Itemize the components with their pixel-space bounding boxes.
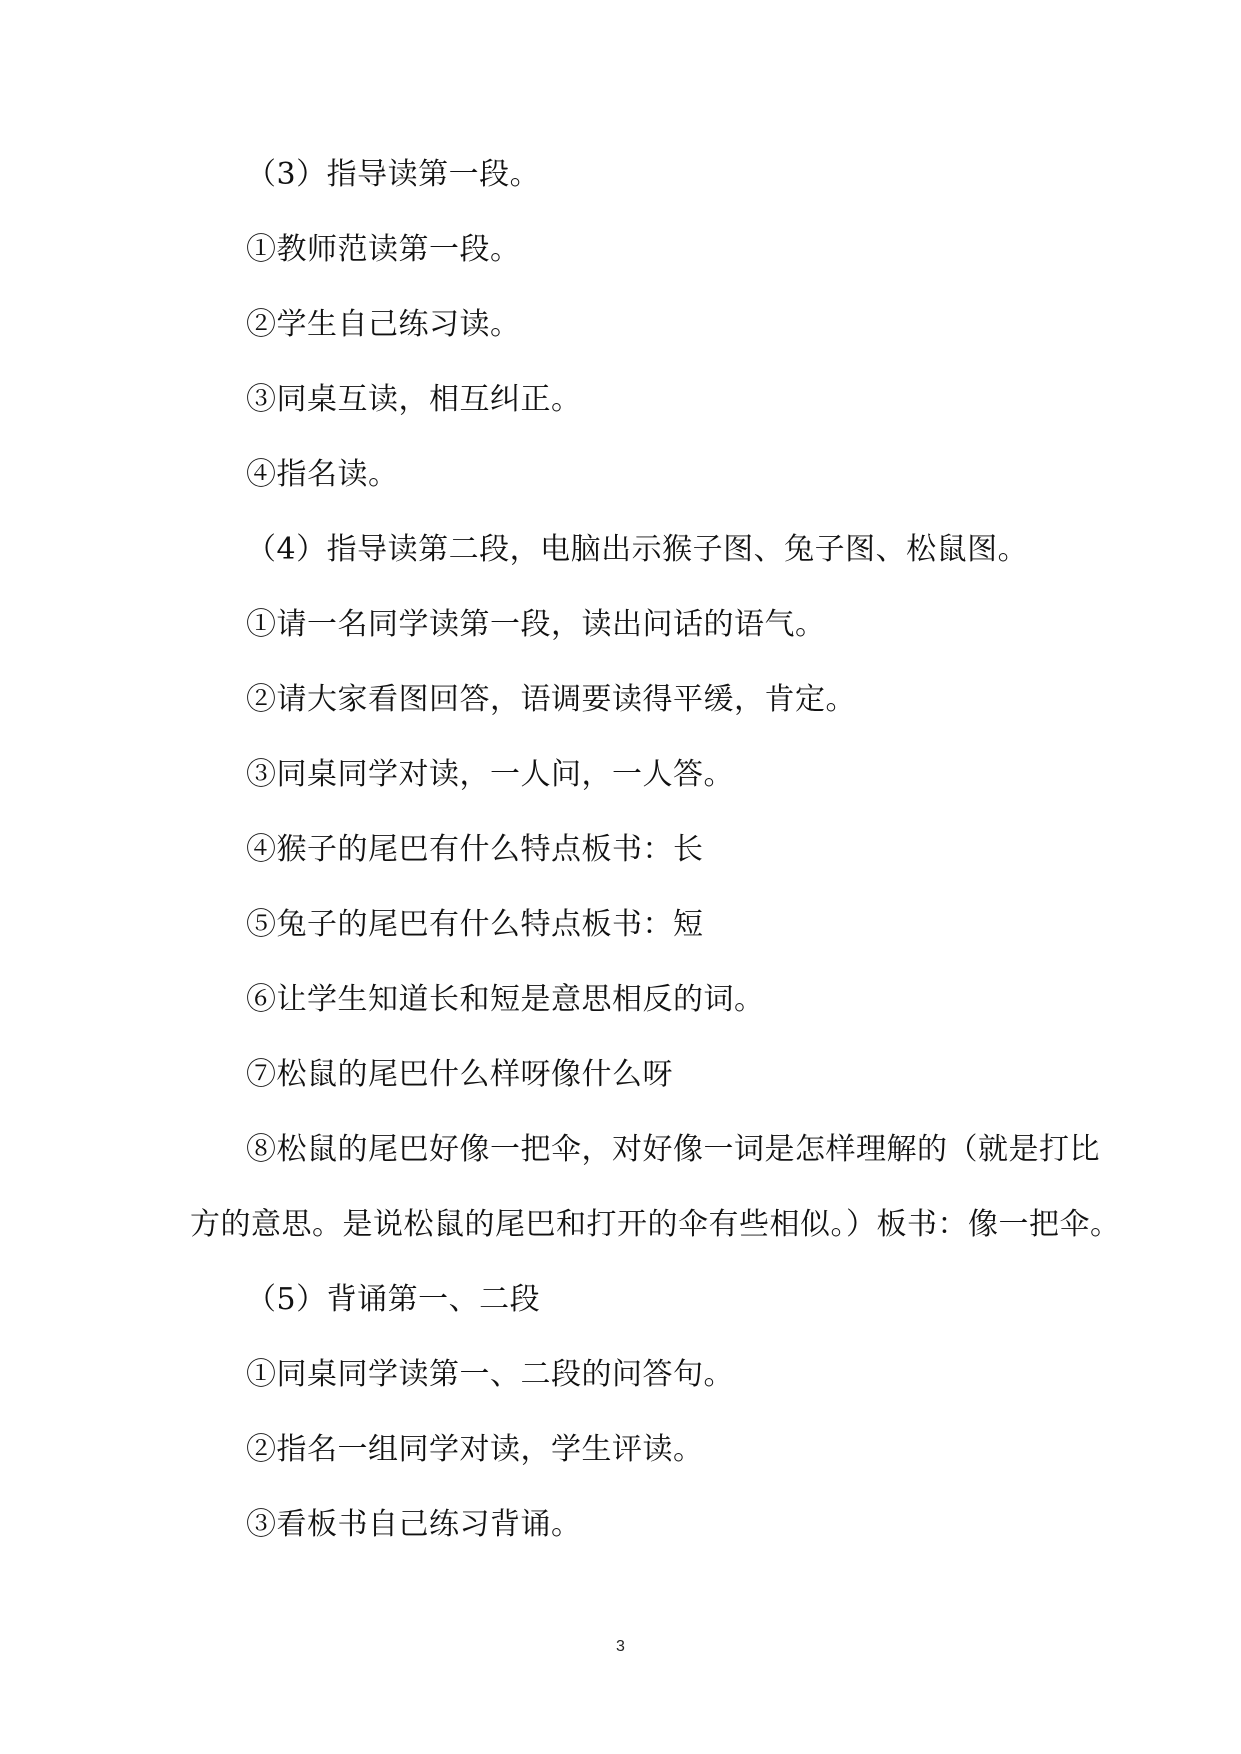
line-10: ④猴子的尾巴有什么特点板书：长 [246,832,704,867]
line-07: ①请一名同学读第一段，读出问话的语气。 [246,607,826,642]
line-01: （3）指导读第一段。 [246,157,541,192]
line-05: ④指名读。 [246,457,399,492]
line-15: 方的意思。是说松鼠的尾巴和打开的伞有些相似。）板书：像一把伞。 [190,1207,1121,1242]
line-16: （5）背诵第一、二段 [246,1282,541,1317]
line-08: ②请大家看图回答，语调要读得平缓，肯定。 [246,682,856,717]
line-09: ③同桌同学对读，一人问，一人答。 [246,757,734,792]
line-14: ⑧松鼠的尾巴好像一把伞，对好像一词是怎样理解的（就是打比 [246,1132,1100,1167]
line-03: ②学生自己练习读。 [246,307,521,342]
line-04: ③同桌互读，相互纠正。 [246,382,582,417]
line-18: ②指名一组同学对读，学生评读。 [246,1432,704,1467]
line-17: ①同桌同学读第一、二段的问答句。 [246,1357,734,1392]
line-06: （4）指导读第二段，电脑出示猴子图、兔子图、松鼠图。 [246,532,1029,567]
line-19: ③看板书自己练习背诵。 [246,1507,582,1542]
line-12: ⑥让学生知道长和短是意思相反的词。 [246,982,765,1017]
line-13: ⑦松鼠的尾巴什么样呀像什么呀 [246,1057,673,1092]
line-02: ①教师范读第一段。 [246,232,521,267]
line-11: ⑤兔子的尾巴有什么特点板书：短 [246,907,704,942]
page-number: 3 [616,1638,625,1655]
